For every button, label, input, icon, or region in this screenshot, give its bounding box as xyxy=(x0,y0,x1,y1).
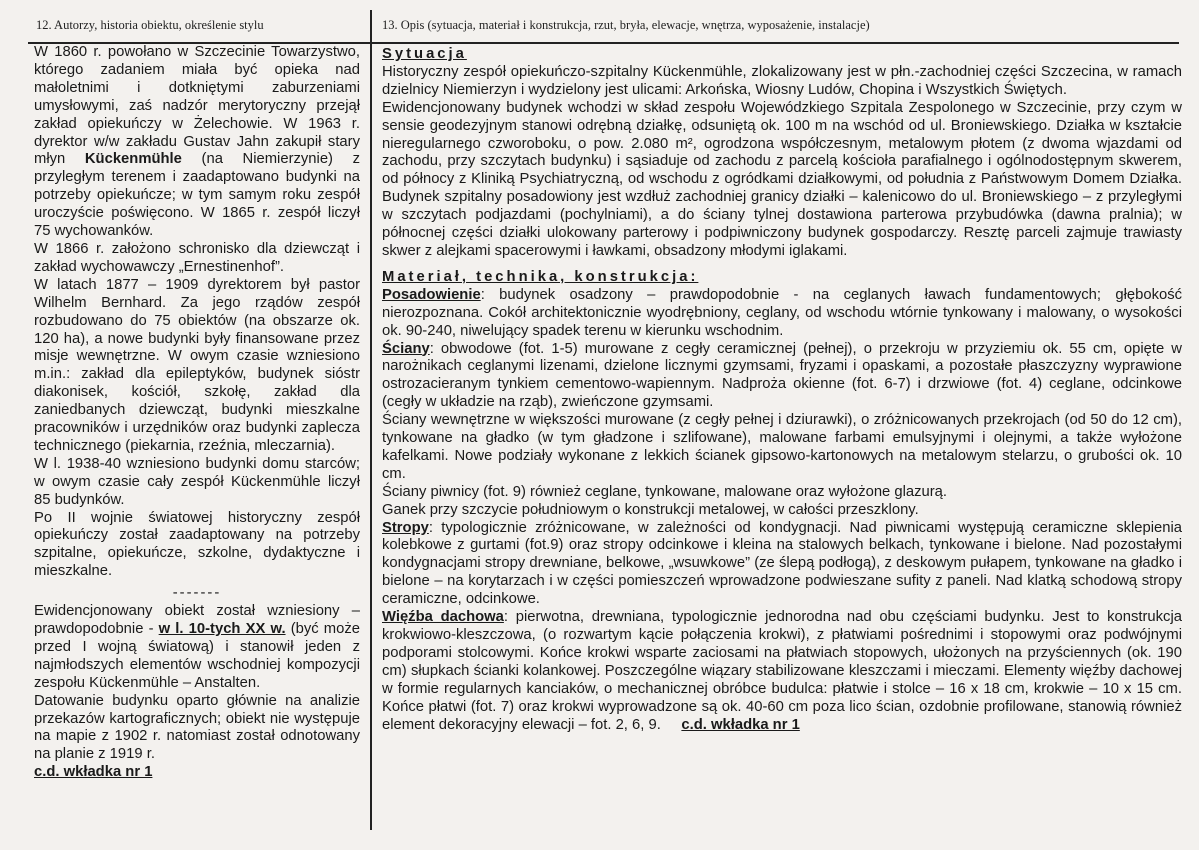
ceilings-paragraph: Stropy: typologicznie zróżnicowane, w zależności od kondygnacji. Nad piwnicami występują ceramiczne sklepienia kolebkowe z gurtami (fot.9) oraz stropy odcinkowe i kleina na stalowych belkach, tynkowane i bielone. Nad pozostałymi kondygnacjami stropy drewniane, belkowe, „wsuwkowe” (ze ślepą podłogą), z deskowym pułapem, tynkowane na gładko i bielone – na korytarzach i w części pomieszczeń wprowadzone podwieszane sufity z paneli. Nad klatką schodową stropy ceramiczne, odcinkowe. xyxy=(382,519,1182,608)
dating-basis-paragraph: Datowanie budynku oparto głównie na analizie przekazów kartograficznych; obiekt nie występuje na mapie z 1902 r. natomiast został odnotowany na planie z 1919 r. xyxy=(34,692,360,763)
left-continuation-ref: c.d. wkładka nr 1 xyxy=(34,764,153,781)
history-paragraph-4: W l. 1938-40 wzniesiono budynki domu starców; w owym czasie cały zespół Kückenmühle liczył 85 budynków. xyxy=(34,455,360,508)
history-paragraph-1: W 1860 r. powołano w Szczecinie Towarzystwo, którego zadaniem miała być opieka nad małoletnimi i dotkniętymi zaburzeniami umysłowymi, zaś nadzór merytoryczny przejął zakład opiekuńczy w Żelechowie. W 1963 r. dyrektor w/w zakładu Gustav Jahn zakupił stary młyn Kückenmühle (na Niemierzynie) z przyległym terenem i zaadaptowano budynki na potrzeby opiekuńcze; w tym samym roku zespół uroczyście poświęcono. W 1865 r. zespół liczył 75 wychowanków. xyxy=(34,44,360,240)
foundation-paragraph: Posadowienie: budynek osadzony – prawdopodobnie - na ceglanych ławach fundamentowych; głębokość nierozpoznana. Cokół architektonicznie wyodrębniony, ceglany, od wschodu wtórnie tynkowany i malowany, o wysokości ok. 90-240, niwelujący spadek terenu w kierunku wschodnim. xyxy=(382,286,1182,339)
right-column xyxy=(382,46,1182,734)
roof-truss-label: Więźba dachowa xyxy=(382,609,504,626)
basement-walls-paragraph: Ściany piwnicy (fot. 9) również ceglane, tynkowane, malowane oraz wyłożone glazurą. xyxy=(382,483,948,500)
column-divider xyxy=(370,10,372,830)
foundation-label: Posadowienie xyxy=(382,286,481,303)
left-column-header: 12. Autorzy, historia obiektu, określenie stylu xyxy=(36,18,264,32)
dating-paragraph: Ewidencjonowany obiekt został wzniesiony – prawdopodobnie - w l. 10-tych XX w. (być może przed I wojną światową) i stanowił jeden z najmłodszych elementów wschodniej kompozycji zespołu Kückenmühle – Anstalten. xyxy=(34,603,360,691)
roof-truss-paragraph: Więźba dachowa: pierwotna, drewniana, typologicznie jednorodna nad obu częściami budynku. Jest to konstrukcja krokwiowo-kleszczowa, (o rozwartym kącie połączenia krokwi), z płatwiami pośrednimi i stopowymi oraz podwójnymi podporami stolcowymi. Końce krokwi wsparte zaciosami na płatwiach stopowych, ułożonych na przyściennych (ok. 190 cm) słupkach ścianki kolankowej. Poszczególne wiązary stabilizowane kleszczami i mieczami. Elementy więźby dachowej w formie regularnych kanciaków, o mechanicznej obróbce budulca: płatwie i stolce – 16 x 18 cm, krokwie – 10 x 15 cm. Końce płatwi (fot. 7) oraz krokwi wyprowadzone są ok. 40-60 cm poza lico ścian, ozdobnie profilowane, stanowią również element dekoracyjny elewacji – fot. 2, 6, 9. c.d. wkładka nr 1 xyxy=(382,609,1182,733)
situation-paragraph-1: Historyczny zespół opiekuńczo-szpitalny Kückenmühle, zlokalizowany jest w płn.-zachodniej części Szczecina, w ramach dzielnicy Niemierzyn i wydzielony jest ulicami: Arkońska, Wiosny Ludów, Chopina i Wszystkich Świętych. xyxy=(382,63,1182,98)
history-paragraph-3: W latach 1877 – 1909 dyrektorem był pastor Wilhelm Bernhard. Za jego rządów zespół rozbudowano do 75 obiektów (na obszarze ok. 120 ha), a nowe budynki były finansowane przez misje wewnętrzne. W owym czasie wzniesiono m.in.: zakład dla epileptyków, budynek sióstr diakonisek, kościół, szkołę, zakład dla zaniedbanych dziewcząt, budynki mieszkalne pracowników i urzędników oraz budynki zaplecza technicznego (piekarnia, rzeźnia, mleczarnia). xyxy=(34,276,360,454)
inner-walls-paragraph: Ściany wewnętrzne w większości murowane (z cegły pełnej i dziurawki), o zróżnicowanych przekrojach (od 50 do 12 cm), tynkowane na gładko (w tym gładzone i szlifowane), malowane farbami emulsyjnymi i olejnymi, a także wyłożone kafelkami. Nowe podziały wykonane z lekkich ścianek gipsowo-kartonowych na metalowym stelarzu, o grubości ok. 10 cm. xyxy=(382,412,1182,482)
dating-value: w l. 10-tych XX w. xyxy=(158,621,286,637)
situation-paragraph-2: Ewidencjonowany budynek wchodzi w skład zespołu Wojewódzkiego Szpitala Zespolonego w Szczecinie, przy czym w sensie geodezyjnym stanowi odrębną działkę, odsuniętą ok. 100 m na wschód od ul. Broniewskiego. Działka w kształcie nieregularnego czworoboku, o pow. 2.080 m², ogrodzona współczesnym, metalowym płotem (z dwoma wjazdami od zachodu, przy szczytach budynku) i sąsiaduje od zachodu z parcelą kościoła parafialnego i ogólnodostępnym skwerem, od północy z Kliniką Psychiatryczną, od wschodu z ogródkami działkowymi, od południa z Państwowym Domem Działka. Budynek szpitalny posadowiony jest wzdłuż zachodniej granicy działki – kalenicowo do ul. Broniewskiego – z przyległymi w szczytach podjazdami (pochylniami), a do ściany tylnej dostawiona parterowa przybudówka (dawna pralnia); w północnej części działki ulokowany parterowy i podpiwniczony budynek gospodarczy. Resztę parceli zajmuje trawiasty skwer z alejkami spacerowymi i ławkami, obsadzony młodymi iglakami. xyxy=(382,99,1182,259)
right-column-header: 13. Opis (sytuacja, materiał i konstrukcja, rzut, bryła, elewacje, wnętrza, wyposażenie, instalacje) xyxy=(382,18,870,32)
mill-name: Kückenmühle xyxy=(84,151,182,168)
ceilings-label: Stropy xyxy=(382,519,429,536)
right-continuation-ref: c.d. wkładka nr 1 xyxy=(681,716,800,733)
history-paragraph-2: W 1866 r. założono schronisko dla dziewcząt i zakład wychowawczy „Ernestinenhof”. xyxy=(34,240,360,275)
material-title: Materiał, technika, konstrukcja: xyxy=(382,268,699,285)
history-paragraph-5: Po II wojnie światowej historyczny zespół opiekuńczy został zaadaptowany na potrzeby szpitalne, opiekuńcze, szkolne, dydaktyczne i mieszkalne. xyxy=(34,509,360,580)
porch-paragraph: Ganek przy szczycie południowym o konstrukcji metalowej, w całości przeszklony. xyxy=(382,501,919,518)
walls-label: Ściany xyxy=(382,340,430,357)
left-column xyxy=(34,44,360,782)
separator: ------- xyxy=(172,585,222,602)
situation-title: Sytuacja xyxy=(382,46,467,62)
walls-paragraph: Ściany: obwodowe (fot. 1-5) murowane z cegły ceramicznej (pełnej), o przekroju w przyziemiu ok. 55 cm, opięte w narożnikach ceglanymi lizenami, dzielone licznymi gzymsami, fryzami i opaskami, a pozostałe płaszczyzny wyprawione ostrozacieranym tynkiem cementowo-wapiennym. Nadproża okienne (fot. 6-7) i drzwiowe (fot. 4) ceglane, odcinkowe (cegły w układzie na rząb), zwieńczone gzymsami. xyxy=(382,340,1182,411)
